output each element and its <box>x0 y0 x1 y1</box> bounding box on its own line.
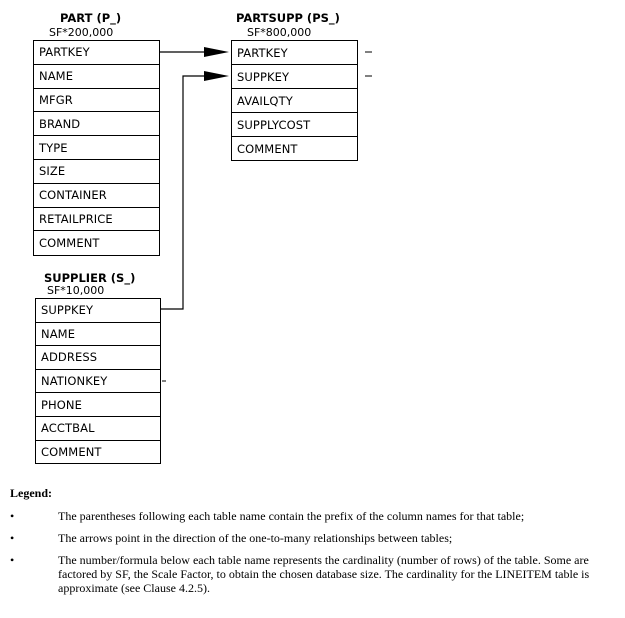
supplier-column-name: NAME <box>36 323 160 347</box>
part-column-retailprice: RETAILPRICE <box>34 208 159 232</box>
supplier-column-suppkey: SUPPKEY <box>36 299 160 323</box>
part-column-mfgr: MFGR <box>34 89 159 113</box>
bullet-icon: • <box>10 553 15 567</box>
partsupp-column-partkey: PARTKEY <box>232 41 357 65</box>
legend-item <box>10 553 615 595</box>
legend <box>10 486 615 603</box>
partsupp-table-cardinality: SF*800,000 <box>247 26 312 39</box>
legend-title: Legend: <box>10 486 52 500</box>
legend-item-text: The number/formula below each table name represents the cardinality (number of rows) of the table. Some are factored by SF, the Scale Factor, to obtain the chosen database size. The cardinality for the LINEITEM table is approximate (see Clause 4.2.5). <box>58 553 590 595</box>
legend-item-text: The arrows point in the direction of the one-to-many relationships between tables; <box>58 531 453 545</box>
partsupp-column-supplycost: SUPPLYCOST <box>232 113 357 137</box>
supplier-table-title: SUPPLIER (S_) <box>44 271 136 285</box>
bullet-icon: • <box>10 531 15 545</box>
supplier-table-cardinality: SF*10,000 <box>47 284 105 297</box>
partsupp-table-title: PARTSUPP (PS_) <box>236 11 340 25</box>
arrow-head-supplier-to-partsupp <box>204 71 229 81</box>
part-column-name: NAME <box>34 65 159 89</box>
bullet-icon: • <box>10 509 15 523</box>
legend-item-text: The parentheses following each table name contain the prefix of the column names for that table; <box>58 509 525 523</box>
partsupp-column-availqty: AVAILQTY <box>232 89 357 113</box>
part-table-cardinality: SF*200,000 <box>49 26 114 39</box>
legend-item <box>10 531 615 545</box>
supplier-column-address: ADDRESS <box>36 346 160 370</box>
legend-item <box>10 509 615 523</box>
part-column-size: SIZE <box>34 160 159 184</box>
supplier-column-acctbal: ACCTBAL <box>36 417 160 441</box>
partsupp-column-suppkey: SUPPKEY <box>232 65 357 89</box>
arrow-supplier-to-partsupp <box>161 76 212 309</box>
part-column-comment: COMMENT <box>39 236 100 251</box>
part-table-title: PART (P_) <box>60 11 122 25</box>
supplier-column-nationkey: NATIONKEY <box>36 370 160 394</box>
part-column-container: CONTAINER <box>34 184 159 208</box>
partsupp-column-comment: COMMENT <box>237 142 298 156</box>
part-column-partkey: PARTKEY <box>34 41 159 65</box>
part-column-type: TYPE <box>34 136 159 160</box>
supplier-column-comment: COMMENT <box>41 445 102 460</box>
part-column-brand: BRAND <box>34 112 159 136</box>
supplier-column-phone: PHONE <box>36 393 160 417</box>
arrow-head-part-to-partsupp <box>204 47 229 57</box>
